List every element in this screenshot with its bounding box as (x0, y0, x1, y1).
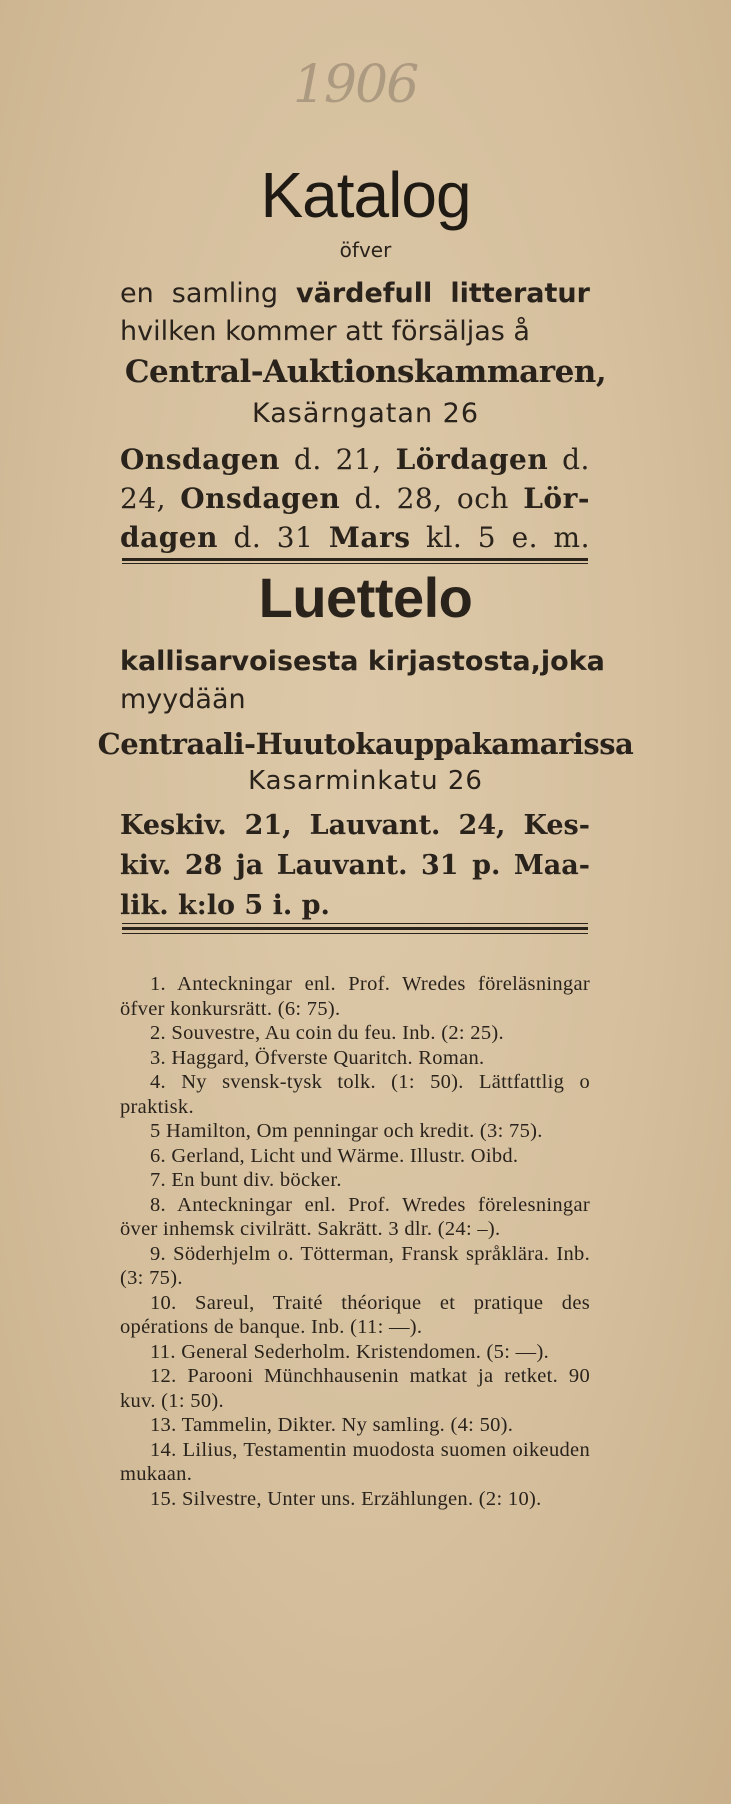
finnish-dates-line-3: lik. k:lo 5 i. p. (120, 890, 330, 921)
swedish-dates-line-3: dagen d. 31 Mars kl. 5 e. m. (120, 521, 590, 554)
finnish-address: Kasarminkatu 26 (248, 766, 483, 796)
finnish-dates-line-1: Keskiv. 21, Lauvant. 24, Kes- (120, 810, 590, 841)
swedish-dates-line-2: 24, Onsdagen d. 28, och Lör- (120, 482, 590, 515)
catalog-item: 15. Silvestre, Unter uns. Erzählungen. (2: 10). (150, 1487, 542, 1510)
catalog-item: 9. Söderhjelm o. Tötterman, Fransk språklära. Inb. (3: 75). (120, 1242, 590, 1289)
catalog-item: 11. General Sederholm. Kristendomen. (5: —). (150, 1340, 549, 1363)
swedish-description-line-1: en samling värdefull litteratur (120, 278, 590, 309)
catalog-item: 13. Tammelin, Dikter. Ny samling. (4: 50). (150, 1414, 514, 1436)
catalog-item: 3. Haggard, Öfverste Quaritch. Roman. (150, 1046, 485, 1069)
divider-bottom-thick (122, 927, 588, 930)
divider-top-thick (122, 558, 588, 561)
divider-top-thin (122, 563, 588, 564)
swedish-title: Katalog (260, 159, 471, 231)
catalog-item: 1. Anteckningar enl. Prof. Wredes föreläsningar öfver konkursrätt. (6: 75). (120, 973, 590, 1020)
catalog-item: 4. Ny svensk-tysk tolk. (1: 50). Lättfattlig o praktisk. (120, 1071, 590, 1118)
finnish-dates (120, 806, 590, 926)
catalog-item: 5 Hamilton, Om penningar och kredit. (3: 75). (150, 1120, 543, 1142)
swedish-venue: Central-Auktionskammaren, (124, 354, 607, 390)
finnish-title: Luettelo (258, 566, 473, 629)
handwritten-year-note: 1906 (292, 55, 418, 115)
finnish-description-line-1: kallisarvoisesta kirjastosta,joka (120, 646, 605, 677)
swedish-subtitle-ofver: öfver (339, 238, 392, 262)
swedish-address: Kasärngatan 26 (252, 398, 479, 429)
finnish-dates-line-2: kiv. 28 ja Lauvant. 31 p. Maa- (120, 850, 590, 881)
divider-bottom-thin-1 (122, 923, 588, 924)
catalog-item: 12. Parooni Münchhausenin matkat ja retket. 90 kuv. (1: 50). (120, 1365, 590, 1412)
divider-bottom-thin-2 (122, 933, 588, 934)
swedish-description (120, 275, 590, 351)
swedish-dates-line-1: Onsdagen d. 21, Lördagen d. (120, 443, 590, 476)
finnish-venue: Centraali-Huutokauppakamarissa (97, 727, 634, 761)
finnish-description-line-2: myydään (120, 684, 246, 715)
catalog-item: 14. Lilius, Testamentin muodosta suomen oikeuden mukaan. (120, 1438, 590, 1485)
catalog-item: 6. Gerland, Licht und Wärme. Illustr. Oibd. (150, 1144, 519, 1167)
catalog-item: 8. Anteckningar enl. Prof. Wredes förelesningar över inhemsk civilrätt. Sakrätt. 3 dlr. (24: –). (120, 1193, 590, 1240)
finnish-description (120, 643, 605, 719)
swedish-dates (120, 440, 590, 557)
catalog-item: 10. Sareul, Traité théorique et pratique des opérations de banque. Inb. (11: —). (120, 1291, 590, 1338)
swedish-description-line-2: hvilken kommer att försäljas å (120, 316, 530, 347)
catalog-item: 2. Souvestre, Au coin du feu. Inb. (2: 25). (150, 1022, 504, 1044)
catalog-item: 7. En bunt div. böcker. (150, 1169, 342, 1191)
catalog-items-list (120, 972, 590, 1511)
